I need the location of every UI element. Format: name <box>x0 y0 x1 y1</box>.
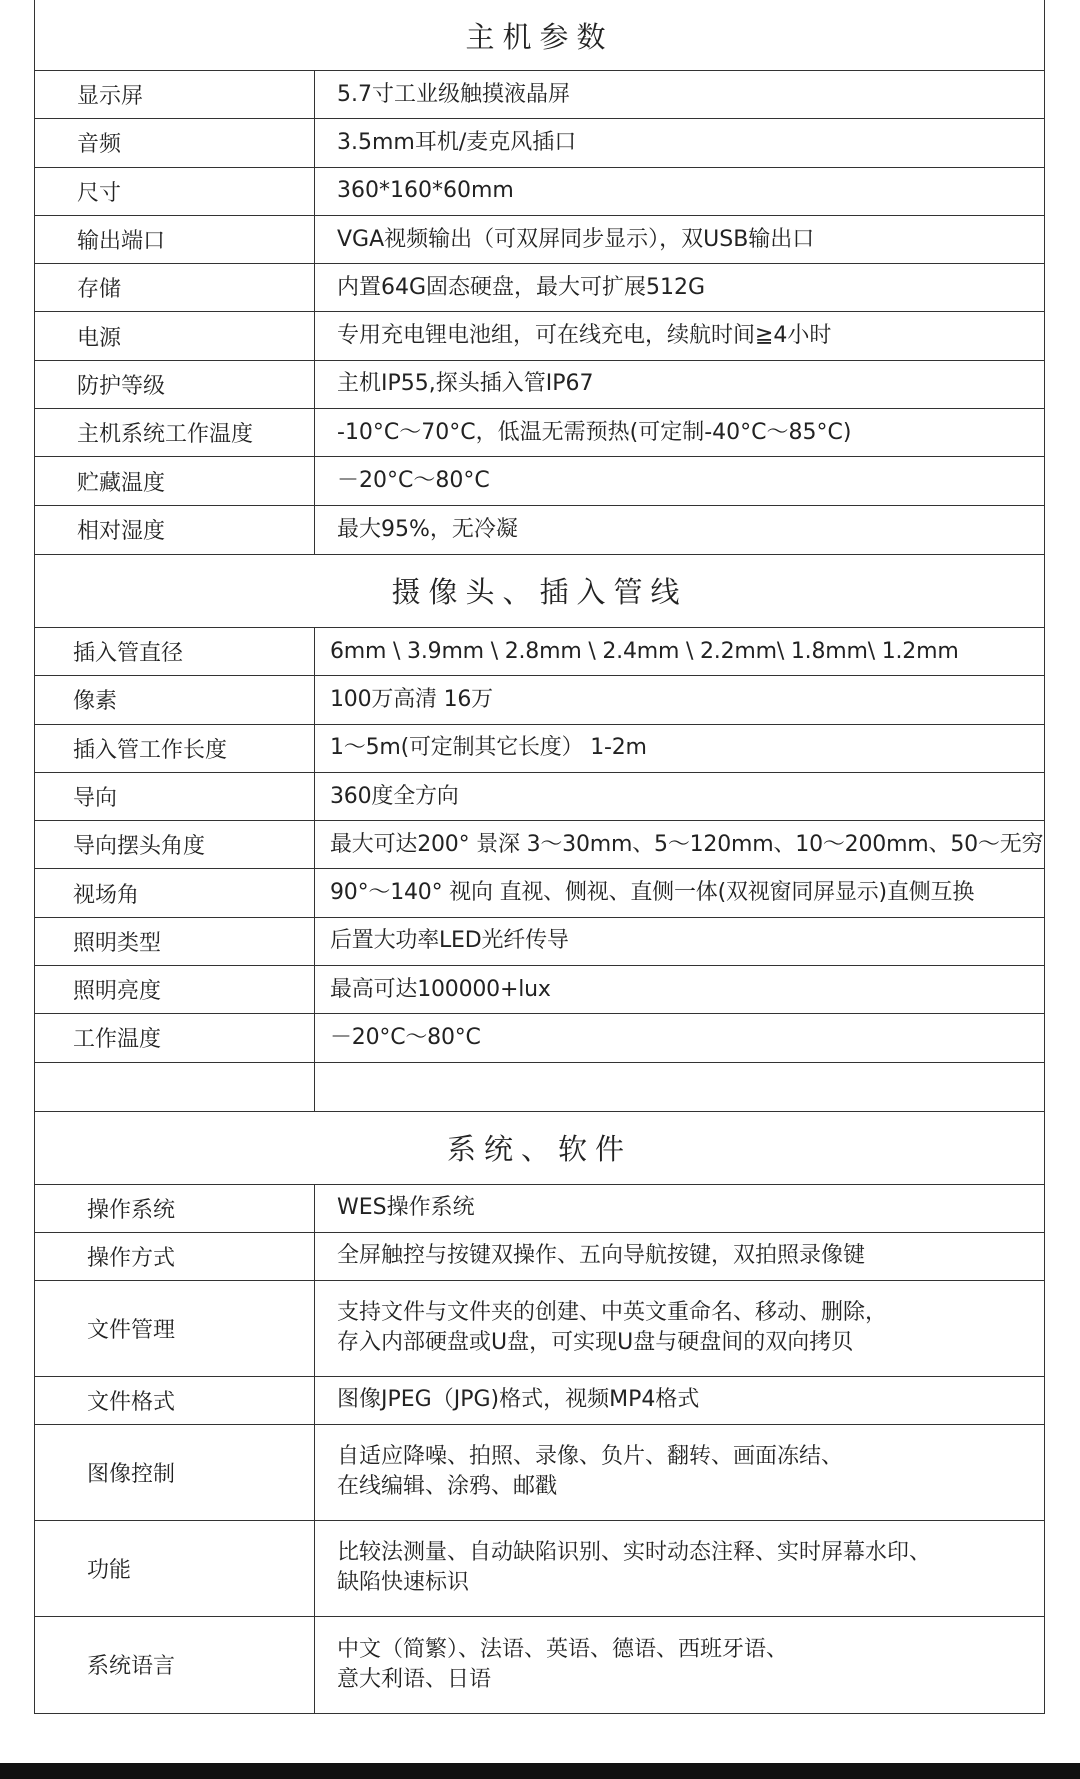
row-value: 专用充电锂电池组，可在线充电，续航时间≧4小时 <box>337 323 832 349</box>
row-value: WES操作系统 <box>337 1195 475 1221</box>
table-row <box>35 457 1044 505</box>
row-label: 功能 <box>35 1521 315 1616</box>
table-row <box>35 1185 1044 1233</box>
row-label <box>35 1063 315 1111</box>
table-row-empty <box>35 1063 1044 1111</box>
section-title-system: 系统、软件 <box>35 1111 1044 1185</box>
table-row <box>35 966 1044 1014</box>
row-value: 最高可达100000+lux <box>330 976 551 1002</box>
row-value: 100万高清 16万 <box>330 686 493 712</box>
row-label: 像素 <box>35 676 315 723</box>
table-row <box>35 773 1044 821</box>
row-value: 后置大功率LED光纤传导 <box>330 928 569 954</box>
row-label: 操作系统 <box>35 1185 315 1232</box>
row-value <box>315 1617 1044 1713</box>
value-line-2: 在线编辑、涂鸦、邮戳 <box>337 1474 558 1500</box>
row-value: －20°C～80°C <box>337 468 490 494</box>
row-value: 内置64G固态硬盘，最大可扩展512G <box>337 274 706 300</box>
section-title-camera: 摄像头、插入管线 <box>35 554 1044 628</box>
row-label: 视场角 <box>35 869 315 916</box>
table-row <box>35 71 1044 119</box>
row-label: 主机系统工作温度 <box>35 409 315 456</box>
table-row <box>35 725 1044 773</box>
table-row <box>35 506 1044 554</box>
row-value <box>315 1425 1044 1520</box>
row-label: 插入管工作长度 <box>35 725 315 772</box>
table-row <box>35 1377 1044 1425</box>
row-value: 360*160*60mm <box>337 178 514 204</box>
table-row <box>35 1617 1044 1713</box>
row-label: 相对湿度 <box>35 506 315 554</box>
table-row <box>35 409 1044 457</box>
table-row <box>35 628 1044 676</box>
value-line-1: 支持文件与文件夹的创建、中英文重命名、移动、删除， <box>337 1300 888 1326</box>
row-label: 输出端口 <box>35 216 315 263</box>
row-value: 最大95%，无冷凝 <box>337 516 518 542</box>
value-line-1: 自适应降噪、拍照、录像、负片、翻转、画面冻结、 <box>337 1444 844 1470</box>
table-row <box>35 1521 1044 1617</box>
table-row <box>35 869 1044 917</box>
table-row <box>35 1425 1044 1521</box>
table-row <box>35 264 1044 312</box>
bottom-bar <box>0 1763 1080 1779</box>
table-row <box>35 676 1044 724</box>
row-value <box>315 1281 1044 1376</box>
table-row <box>35 918 1044 966</box>
row-value: 1～5m(可定制其它长度） 1-2m <box>330 735 647 761</box>
row-label: 系统语言 <box>35 1617 315 1713</box>
row-value: -10°C～70°C，低温无需预热(可定制-40°C～85°C) <box>337 419 852 445</box>
section-title-host: 主机参数 <box>35 0 1044 71</box>
value-line-1: 中文（简繁）、法语、英语、德语、西班牙语、 <box>337 1636 789 1662</box>
camera-params-section <box>35 628 1044 1111</box>
table-row <box>35 361 1044 409</box>
spec-table <box>34 0 1045 1714</box>
row-value: 90°～140° 视向 直视、侧视、直侧一体(双视窗同屏显示)直侧互换 <box>330 880 975 906</box>
row-label: 音频 <box>35 119 315 166</box>
row-value: 360度全方向 <box>330 783 459 809</box>
row-value: 图像JPEG（JPG)格式，视频MP4格式 <box>337 1387 700 1413</box>
value-line-2: 缺陷快速标识 <box>337 1570 470 1596</box>
value-line-1: 比较法测量、自动缺陷识别、实时动态注释、实时屏幕水印、 <box>337 1540 932 1566</box>
table-row <box>35 1281 1044 1377</box>
row-label: 插入管直径 <box>35 628 315 675</box>
table-row <box>35 119 1044 167</box>
row-label: 图像控制 <box>35 1425 315 1520</box>
row-label: 照明类型 <box>35 918 315 965</box>
row-label: 存储 <box>35 264 315 311</box>
row-label: 文件管理 <box>35 1281 315 1376</box>
row-label: 文件格式 <box>35 1377 315 1424</box>
row-value: 3.5mm耳机/麦克风插口 <box>337 129 577 155</box>
row-label: 操作方式 <box>35 1233 315 1280</box>
host-params-section <box>35 71 1044 554</box>
row-label: 导向摆头角度 <box>35 821 315 868</box>
row-label: 防护等级 <box>35 361 315 408</box>
row-label: 导向 <box>35 773 315 820</box>
row-value: 6mm \ 3.9mm \ 2.8mm \ 2.4mm \ 2.2mm\ 1.8mm\ 1.2mm <box>330 638 959 664</box>
row-label: 照明亮度 <box>35 966 315 1013</box>
row-value: －20°C～80°C <box>330 1024 481 1050</box>
table-row <box>35 168 1044 216</box>
system-params-section <box>35 1185 1044 1713</box>
table-row <box>35 216 1044 264</box>
table-row <box>35 821 1044 869</box>
table-row <box>35 312 1044 360</box>
row-value: 5.7寸工业级触摸液晶屏 <box>337 81 570 107</box>
row-label: 工作温度 <box>35 1014 315 1061</box>
row-value: 全屏触控与按键双操作、五向导航按键，双拍照录像键 <box>337 1243 866 1269</box>
row-value: 主机IP55,探头插入管IP67 <box>337 371 594 397</box>
table-row <box>35 1014 1044 1062</box>
row-value <box>315 1063 1044 1111</box>
value-line-2: 意大利语、日语 <box>337 1666 492 1692</box>
row-label: 尺寸 <box>35 168 315 215</box>
row-value: VGA视频输出（可双屏同步显示），双USB输出口 <box>337 226 815 252</box>
row-label: 贮藏温度 <box>35 457 315 504</box>
row-label: 显示屏 <box>35 71 315 118</box>
table-row <box>35 1233 1044 1281</box>
row-label: 电源 <box>35 312 315 359</box>
row-value: 最大可达200° 景深 3～30mm、5～120mm、10～200mm、50～无穷 <box>330 831 1044 857</box>
value-line-2: 存入内部硬盘或U盘，可实现U盘与硬盘间的双向拷贝 <box>337 1330 854 1356</box>
row-value <box>315 1521 1044 1616</box>
